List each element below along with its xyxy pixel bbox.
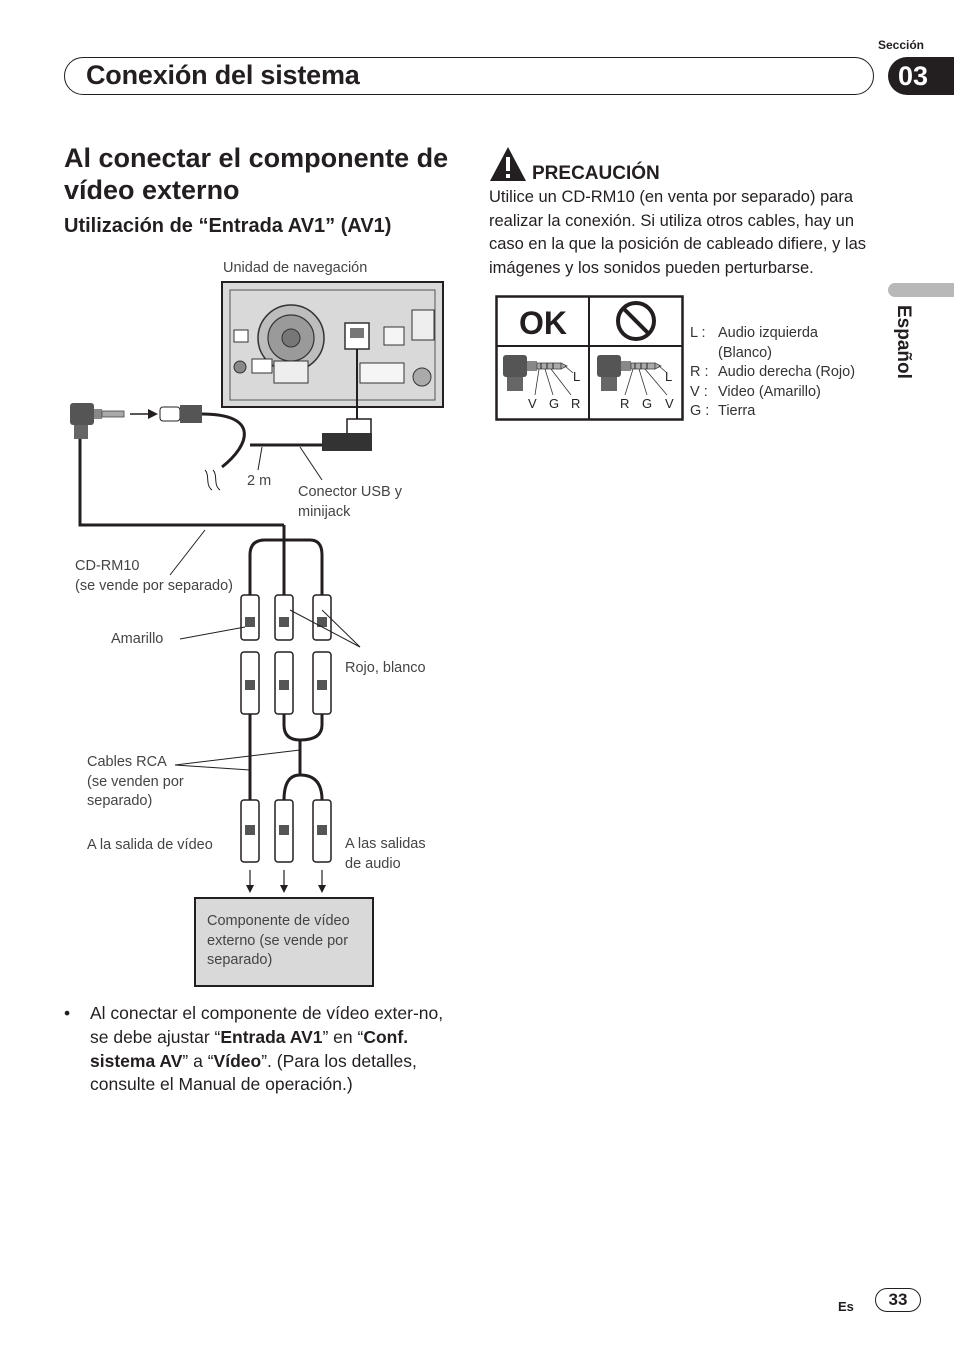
section-label: Sección [877, 38, 925, 52]
footer-language: Es [838, 1299, 854, 1314]
video-output-label: A la salida de vídeo [87, 837, 213, 853]
subsection-heading: Utilización de “Entrada AV1” (AV1) [64, 215, 392, 237]
component-label-line: separado) [207, 952, 273, 968]
warning-icon [489, 146, 527, 182]
rca-connector-row-1 [241, 595, 331, 640]
language-tab-marker [888, 283, 954, 297]
plug-legend [690, 324, 855, 422]
bullet-bold-term: Entrada AV1 [220, 1026, 323, 1047]
yellow-label: Amarillo [111, 631, 164, 647]
ok-plug-letter-1: V [528, 396, 537, 411]
legend-key: R : [690, 364, 709, 380]
component-label-line: Componente de vídeo [207, 913, 350, 929]
legend-value: Audio izquierda [718, 325, 818, 341]
cd-rm10-label [75, 557, 233, 596]
rca-label-line: (se venden por [87, 773, 184, 790]
caution-title: PRECAUCIÓN [532, 163, 660, 184]
section-number-badge: 03 [888, 57, 954, 95]
navigation-unit-icon [222, 282, 443, 407]
legend-row [690, 324, 855, 344]
legend-value: Video (Amarillo) [718, 383, 821, 400]
legend-value: Audio derecha (Rojo) [718, 364, 856, 380]
plug-comparison-table [495, 295, 685, 423]
rca-label-line: separado) [87, 793, 153, 809]
bullet-text-part: ” en “ [322, 1026, 364, 1047]
component-label-line: externo (se vende por [207, 932, 349, 949]
rca-label-line: Cables RCA [87, 754, 167, 770]
bullet-text-part: Al conectar el componente de vídeo exter-no, se debe ajustar “ [90, 1003, 444, 1047]
legend-key: G : [690, 403, 710, 419]
audio-label-line: A las salidas [345, 836, 426, 852]
connection-diagram [60, 255, 460, 995]
page-number: 33 [875, 1288, 921, 1312]
component-label [207, 912, 350, 971]
legend-key: V : [690, 383, 708, 400]
rca-plug-row-2 [241, 652, 331, 714]
red-white-label: Rojo, blanco [345, 660, 426, 676]
rca-plug-row-3 [241, 800, 331, 862]
usb-label-line: minijack [298, 503, 351, 520]
usb-connector-label [298, 483, 402, 522]
rca-cables-label [87, 753, 184, 812]
bullet-text-part: ”. (Para los detalles, consulte el Manual de operación.) [90, 1050, 417, 1095]
bullet-bold-term: Vídeo [213, 1050, 262, 1071]
ng-plug-letter-2: G [642, 396, 653, 411]
cable-length-label: 2 m [247, 473, 272, 489]
ok-plug-letter-2: G [549, 396, 560, 411]
legend-key: L : [690, 325, 706, 341]
caution-body: Utilice un CD-RM10 (en venta por separado) para realizar la conexión. Si utiliza otros cables, hay un caso en la que la posición de cableado difiere, y las imágenes y los sonidos pueden perturbarse. [489, 188, 866, 277]
usb-label-line: Conector USB y [298, 484, 402, 500]
ok-plug-letter-top: L [573, 369, 581, 384]
legend-row [690, 402, 855, 422]
ng-plug-letter-1: R [620, 396, 630, 411]
legend-row [690, 344, 855, 364]
page-title: Conexión del sistema [86, 60, 360, 90]
bullet-dot-icon: • [64, 1003, 71, 1023]
ok-plug-letter-3: R [571, 396, 581, 411]
audio-output-label [345, 835, 426, 874]
ng-plug-letter-top: L [665, 369, 673, 384]
language-label: Español [893, 305, 914, 379]
bullet-text-part: ” a “ [182, 1050, 214, 1071]
legend-row [690, 383, 855, 403]
ok-label: OK [519, 305, 567, 341]
legend-value: (Blanco) [718, 344, 772, 361]
ng-plug-letter-3: V [665, 396, 674, 411]
bullet-text [90, 1002, 456, 1097]
arrow-icons [246, 870, 326, 893]
language-tab [870, 305, 930, 425]
cd-rm10-label-line: CD-RM10 [75, 558, 140, 574]
legend-row [690, 363, 855, 383]
nav-unit-label: Unidad de navegación [223, 260, 368, 276]
legend-value: Tierra [718, 403, 756, 419]
cd-rm10-label-line: (se vende por separado) [75, 577, 233, 594]
section-heading: Al conectar el componente de vídeo externo [64, 143, 449, 205]
audio-label-line: de audio [345, 855, 401, 872]
bullet-bold-term: Conf. sistema AV [90, 1026, 409, 1071]
minijack-plug-icon [70, 403, 202, 439]
